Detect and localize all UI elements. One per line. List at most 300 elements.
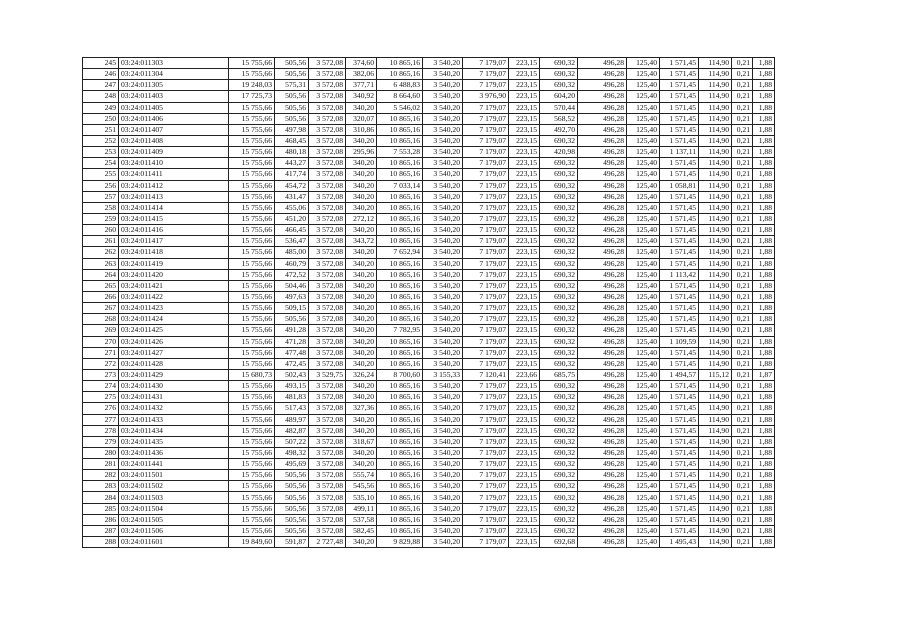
value-cell: 114,90	[699, 303, 732, 314]
value-cell: 3 540,20	[423, 202, 463, 213]
value-cell: 15 755,66	[229, 514, 275, 525]
row-number-cell: 266	[83, 291, 119, 302]
row-number-cell: 274	[83, 381, 119, 392]
value-cell: 340,20	[346, 202, 377, 213]
value-cell: 3 572,08	[309, 80, 346, 91]
value-cell: 0,21	[732, 414, 753, 425]
value-cell: 223,15	[509, 247, 540, 258]
value-cell: 114,90	[699, 425, 732, 436]
value-cell: 3 572,08	[309, 291, 346, 302]
value-cell: 690,32	[540, 191, 578, 202]
code-cell: 03:24:011601	[119, 537, 229, 548]
value-cell: 1 571,45	[660, 436, 699, 447]
value-cell: 0,21	[732, 124, 753, 135]
value-cell: 1 571,45	[660, 247, 699, 258]
value-cell: 496,28	[578, 213, 627, 224]
value-cell: 1 571,45	[660, 102, 699, 113]
value-cell: 1,88	[753, 236, 775, 247]
value-cell: 0,21	[732, 358, 753, 369]
value-cell: 114,90	[699, 124, 732, 135]
value-cell: 690,32	[540, 135, 578, 146]
value-cell: 340,20	[346, 258, 377, 269]
value-cell: 10 865,16	[377, 314, 423, 325]
value-cell: 223,15	[509, 425, 540, 436]
value-cell: 114,90	[699, 459, 732, 470]
value-cell: 3 540,20	[423, 492, 463, 503]
value-cell: 0,21	[732, 492, 753, 503]
value-cell: 3 572,08	[309, 69, 346, 80]
value-cell: 496,28	[578, 180, 627, 191]
value-cell: 3 540,20	[423, 414, 463, 425]
value-cell: 114,90	[699, 280, 732, 291]
value-cell: 340,20	[346, 303, 377, 314]
value-cell: 223,15	[509, 191, 540, 202]
value-cell: 1 571,45	[660, 358, 699, 369]
value-cell: 1 495,43	[660, 537, 699, 548]
value-cell: 223,15	[509, 325, 540, 336]
value-cell: 505,56	[275, 514, 309, 525]
value-cell: 15 755,66	[229, 470, 275, 481]
value-cell: 509,15	[275, 303, 309, 314]
row-number-cell: 271	[83, 347, 119, 358]
value-cell: 545,56	[346, 481, 377, 492]
value-cell: 0,21	[732, 503, 753, 514]
value-cell: 10 865,16	[377, 169, 423, 180]
value-cell: 1 571,45	[660, 135, 699, 146]
value-cell: 15 755,66	[229, 381, 275, 392]
value-cell: 223,15	[509, 202, 540, 213]
table-row	[83, 492, 775, 503]
value-cell: 1,88	[753, 347, 775, 358]
value-cell: 1,88	[753, 325, 775, 336]
value-cell: 3 572,08	[309, 392, 346, 403]
value-cell: 0,21	[732, 213, 753, 224]
value-cell: 3 572,08	[309, 269, 346, 280]
value-cell: 340,20	[346, 169, 377, 180]
value-cell: 3 155,33	[423, 369, 463, 380]
value-cell: 114,90	[699, 347, 732, 358]
value-cell: 496,28	[578, 436, 627, 447]
value-cell: 3 572,08	[309, 91, 346, 102]
value-cell: 125,40	[627, 503, 660, 514]
value-cell: 1,88	[753, 213, 775, 224]
value-cell: 6 488,83	[377, 80, 423, 91]
value-cell: 114,90	[699, 247, 732, 258]
value-cell: 1,88	[753, 314, 775, 325]
value-cell: 327,36	[346, 403, 377, 414]
row-number-cell: 281	[83, 459, 119, 470]
value-cell: 480,18	[275, 147, 309, 158]
code-cell: 03:24:011422	[119, 291, 229, 302]
value-cell: 3 540,20	[423, 58, 463, 69]
value-cell: 690,32	[540, 202, 578, 213]
value-cell: 420,98	[540, 147, 578, 158]
value-cell: 223,15	[509, 213, 540, 224]
value-cell: 3 976,90	[463, 91, 509, 102]
value-cell: 15 755,66	[229, 392, 275, 403]
table-row	[83, 169, 775, 180]
value-cell: 0,21	[732, 459, 753, 470]
value-cell: 125,40	[627, 525, 660, 536]
value-cell: 3 572,08	[309, 191, 346, 202]
code-cell: 03:24:011304	[119, 69, 229, 80]
value-cell: 471,28	[275, 336, 309, 347]
value-cell: 114,90	[699, 414, 732, 425]
value-cell: 0,21	[732, 180, 753, 191]
value-cell: 125,40	[627, 392, 660, 403]
value-cell: 1 571,45	[660, 514, 699, 525]
row-number-cell: 263	[83, 258, 119, 269]
value-cell: 10 865,16	[377, 236, 423, 247]
value-cell: 3 540,20	[423, 247, 463, 258]
value-cell: 0,21	[732, 291, 753, 302]
value-cell: 125,40	[627, 180, 660, 191]
value-cell: 1,88	[753, 425, 775, 436]
table-row	[83, 202, 775, 213]
value-cell: 340,20	[346, 336, 377, 347]
value-cell: 125,40	[627, 269, 660, 280]
value-cell: 223,15	[509, 414, 540, 425]
value-cell: 3 572,08	[309, 180, 346, 191]
value-cell: 1 571,45	[660, 213, 699, 224]
value-cell: 15 755,66	[229, 459, 275, 470]
value-cell: 0,21	[732, 58, 753, 69]
value-cell: 223,15	[509, 158, 540, 169]
value-cell: 125,40	[627, 280, 660, 291]
value-cell: 496,28	[578, 537, 627, 548]
value-cell: 15 755,66	[229, 202, 275, 213]
value-cell: 496,28	[578, 102, 627, 113]
value-cell: 340,20	[346, 347, 377, 358]
value-cell: 1,88	[753, 481, 775, 492]
value-cell: 15 755,66	[229, 481, 275, 492]
table-row	[83, 124, 775, 135]
value-cell: 3 572,08	[309, 325, 346, 336]
value-cell: 505,56	[275, 69, 309, 80]
value-cell: 0,21	[732, 314, 753, 325]
value-cell: 125,40	[627, 514, 660, 525]
code-cell: 03:24:011420	[119, 269, 229, 280]
value-cell: 1 571,45	[660, 291, 699, 302]
value-cell: 3 540,20	[423, 303, 463, 314]
value-cell: 3 540,20	[423, 102, 463, 113]
value-cell: 497,63	[275, 291, 309, 302]
value-cell: 15 755,66	[229, 69, 275, 80]
value-cell: 1 571,45	[660, 347, 699, 358]
value-cell: 10 865,16	[377, 492, 423, 503]
table-row	[83, 258, 775, 269]
value-cell: 340,20	[346, 269, 377, 280]
value-cell: 114,90	[699, 481, 732, 492]
value-cell: 114,90	[699, 314, 732, 325]
row-number-cell: 255	[83, 169, 119, 180]
value-cell: 690,32	[540, 447, 578, 458]
value-cell: 15 755,66	[229, 124, 275, 135]
value-cell: 0,21	[732, 392, 753, 403]
value-cell: 7 179,07	[463, 58, 509, 69]
value-cell: 1,88	[753, 459, 775, 470]
value-cell: 3 540,20	[423, 269, 463, 280]
value-cell: 0,21	[732, 135, 753, 146]
value-cell: 223,15	[509, 113, 540, 124]
value-cell: 125,40	[627, 80, 660, 91]
value-cell: 690,32	[540, 247, 578, 258]
value-cell: 114,90	[699, 69, 732, 80]
value-cell: 223,15	[509, 102, 540, 113]
row-number-cell: 278	[83, 425, 119, 436]
value-cell: 0,21	[732, 247, 753, 258]
row-number-cell: 285	[83, 503, 119, 514]
row-number-cell: 257	[83, 191, 119, 202]
table-row	[83, 213, 775, 224]
value-cell: 7 179,07	[463, 291, 509, 302]
value-cell: 1 571,45	[660, 425, 699, 436]
value-cell: 3 572,08	[309, 481, 346, 492]
value-cell: 15 755,66	[229, 280, 275, 291]
value-cell: 340,92	[346, 91, 377, 102]
value-cell: 3 540,20	[423, 336, 463, 347]
value-cell: 0,21	[732, 525, 753, 536]
value-cell: 10 865,16	[377, 303, 423, 314]
value-cell: 496,28	[578, 80, 627, 91]
value-cell: 7 179,07	[463, 403, 509, 414]
value-cell: 496,28	[578, 459, 627, 470]
value-cell: 114,90	[699, 358, 732, 369]
value-cell: 15 755,66	[229, 213, 275, 224]
row-number-cell: 246	[83, 69, 119, 80]
value-cell: 0,21	[732, 169, 753, 180]
row-number-cell: 275	[83, 392, 119, 403]
row-number-cell: 260	[83, 225, 119, 236]
value-cell: 15 755,66	[229, 236, 275, 247]
value-cell: 7 652,94	[377, 247, 423, 258]
value-cell: 1 058,81	[660, 180, 699, 191]
value-cell: 496,28	[578, 336, 627, 347]
value-cell: 10 865,16	[377, 225, 423, 236]
value-cell: 7 179,07	[463, 225, 509, 236]
value-cell: 1 571,45	[660, 414, 699, 425]
table-row	[83, 347, 775, 358]
value-cell: 7 179,07	[463, 459, 509, 470]
value-cell: 1,88	[753, 336, 775, 347]
value-cell: 223,15	[509, 447, 540, 458]
value-cell: 125,40	[627, 481, 660, 492]
value-cell: 15 755,66	[229, 102, 275, 113]
value-cell: 125,40	[627, 325, 660, 336]
value-cell: 125,40	[627, 113, 660, 124]
value-cell: 1,88	[753, 503, 775, 514]
value-cell: 115,12	[699, 369, 732, 380]
value-cell: 468,45	[275, 135, 309, 146]
value-cell: 505,56	[275, 314, 309, 325]
value-cell: 3 572,08	[309, 492, 346, 503]
value-cell: 1 571,45	[660, 492, 699, 503]
value-cell: 455,06	[275, 202, 309, 213]
value-cell: 10 865,16	[377, 459, 423, 470]
value-cell: 1,88	[753, 514, 775, 525]
value-cell: 502,43	[275, 369, 309, 380]
value-cell: 114,90	[699, 225, 732, 236]
table-row	[83, 291, 775, 302]
value-cell: 3 572,08	[309, 525, 346, 536]
value-cell: 125,40	[627, 369, 660, 380]
row-number-cell: 262	[83, 247, 119, 258]
table-row	[83, 425, 775, 436]
value-cell: 690,32	[540, 314, 578, 325]
value-cell: 477,48	[275, 347, 309, 358]
value-cell: 496,28	[578, 470, 627, 481]
value-cell: 223,15	[509, 358, 540, 369]
value-cell: 690,32	[540, 69, 578, 80]
value-cell: 496,28	[578, 425, 627, 436]
value-cell: 496,28	[578, 381, 627, 392]
table-row	[83, 403, 775, 414]
table-row	[83, 191, 775, 202]
value-cell: 125,40	[627, 470, 660, 481]
value-cell: 343,72	[346, 236, 377, 247]
value-cell: 0,21	[732, 369, 753, 380]
value-cell: 15 755,66	[229, 403, 275, 414]
code-cell: 03:24:011414	[119, 202, 229, 213]
value-cell: 496,28	[578, 358, 627, 369]
value-cell: 1,88	[753, 158, 775, 169]
table-row	[83, 503, 775, 514]
value-cell: 2 727,48	[309, 537, 346, 548]
value-cell: 10 865,16	[377, 291, 423, 302]
value-cell: 7 179,07	[463, 303, 509, 314]
value-cell: 3 572,08	[309, 225, 346, 236]
value-cell: 496,28	[578, 314, 627, 325]
table-row	[83, 180, 775, 191]
value-cell: 223,15	[509, 459, 540, 470]
value-cell: 690,32	[540, 347, 578, 358]
value-cell: 223,66	[509, 369, 540, 380]
value-cell: 114,90	[699, 492, 732, 503]
code-cell: 03:24:011424	[119, 314, 229, 325]
value-cell: 1,88	[753, 102, 775, 113]
value-cell: 497,98	[275, 124, 309, 135]
value-cell: 1 571,45	[660, 124, 699, 135]
value-cell: 505,56	[275, 102, 309, 113]
value-cell: 7 179,07	[463, 213, 509, 224]
row-number-cell: 280	[83, 447, 119, 458]
value-cell: 690,32	[540, 158, 578, 169]
code-cell: 03:24:011303	[119, 58, 229, 69]
value-cell: 382,06	[346, 69, 377, 80]
value-cell: 496,28	[578, 58, 627, 69]
value-cell: 496,28	[578, 325, 627, 336]
value-cell: 466,45	[275, 225, 309, 236]
value-cell: 7 179,07	[463, 202, 509, 213]
code-cell: 03:24:011432	[119, 403, 229, 414]
value-cell: 125,40	[627, 169, 660, 180]
value-cell: 223,15	[509, 69, 540, 80]
value-cell: 125,40	[627, 247, 660, 258]
value-cell: 7 179,07	[463, 113, 509, 124]
value-cell: 496,28	[578, 525, 627, 536]
value-cell: 1,88	[753, 135, 775, 146]
value-cell: 340,20	[346, 425, 377, 436]
row-number-cell: 268	[83, 314, 119, 325]
value-cell: 690,32	[540, 514, 578, 525]
value-cell: 3 540,20	[423, 459, 463, 470]
value-cell: 125,40	[627, 537, 660, 548]
value-cell: 495,69	[275, 459, 309, 470]
value-cell: 496,28	[578, 225, 627, 236]
value-cell: 1 571,45	[660, 403, 699, 414]
value-cell: 1 109,59	[660, 336, 699, 347]
value-cell: 496,28	[578, 113, 627, 124]
value-cell: 3 572,08	[309, 169, 346, 180]
value-cell: 517,43	[275, 403, 309, 414]
row-number-cell: 245	[83, 58, 119, 69]
value-cell: 690,32	[540, 525, 578, 536]
code-cell: 03:24:011408	[119, 135, 229, 146]
value-cell: 690,32	[540, 225, 578, 236]
value-cell: 3 572,08	[309, 403, 346, 414]
value-cell: 3 540,20	[423, 314, 463, 325]
value-cell: 496,28	[578, 147, 627, 158]
value-cell: 223,15	[509, 147, 540, 158]
value-cell: 223,15	[509, 135, 540, 146]
value-cell: 9 829,88	[377, 537, 423, 548]
value-cell: 1,88	[753, 470, 775, 481]
value-cell: 1 571,45	[660, 225, 699, 236]
value-cell: 3 540,20	[423, 91, 463, 102]
code-cell: 03:24:011504	[119, 503, 229, 514]
value-cell: 15 755,66	[229, 169, 275, 180]
value-cell: 7 179,07	[463, 158, 509, 169]
table-row	[83, 314, 775, 325]
value-cell: 3 572,08	[309, 425, 346, 436]
value-cell: 0,21	[732, 425, 753, 436]
value-cell: 223,15	[509, 503, 540, 514]
row-number-cell: 261	[83, 236, 119, 247]
value-cell: 0,21	[732, 91, 753, 102]
value-cell: 5 546,02	[377, 102, 423, 113]
value-cell: 15 755,66	[229, 325, 275, 336]
value-cell: 1 571,45	[660, 158, 699, 169]
value-cell: 7 179,07	[463, 537, 509, 548]
row-number-cell: 248	[83, 91, 119, 102]
value-cell: 1 571,45	[660, 303, 699, 314]
value-cell: 690,32	[540, 325, 578, 336]
value-cell: 3 572,08	[309, 503, 346, 514]
value-cell: 3 540,20	[423, 147, 463, 158]
value-cell: 3 540,20	[423, 69, 463, 80]
value-cell: 3 540,20	[423, 169, 463, 180]
code-cell: 03:24:011501	[119, 470, 229, 481]
value-cell: 505,56	[275, 492, 309, 503]
value-cell: 223,15	[509, 280, 540, 291]
value-cell: 318,67	[346, 436, 377, 447]
value-cell: 19 849,60	[229, 537, 275, 548]
value-cell: 272,12	[346, 213, 377, 224]
value-cell: 496,28	[578, 169, 627, 180]
code-cell: 03:24:011506	[119, 525, 229, 536]
value-cell: 3 540,20	[423, 236, 463, 247]
value-cell: 3 572,08	[309, 436, 346, 447]
code-cell: 03:24:011429	[119, 369, 229, 380]
value-cell: 125,40	[627, 202, 660, 213]
value-cell: 114,90	[699, 213, 732, 224]
value-cell: 10 865,16	[377, 135, 423, 146]
value-cell: 690,32	[540, 213, 578, 224]
value-cell: 505,56	[275, 503, 309, 514]
value-cell: 3 540,20	[423, 481, 463, 492]
code-cell: 03:24:011427	[119, 347, 229, 358]
value-cell: 10 865,16	[377, 525, 423, 536]
